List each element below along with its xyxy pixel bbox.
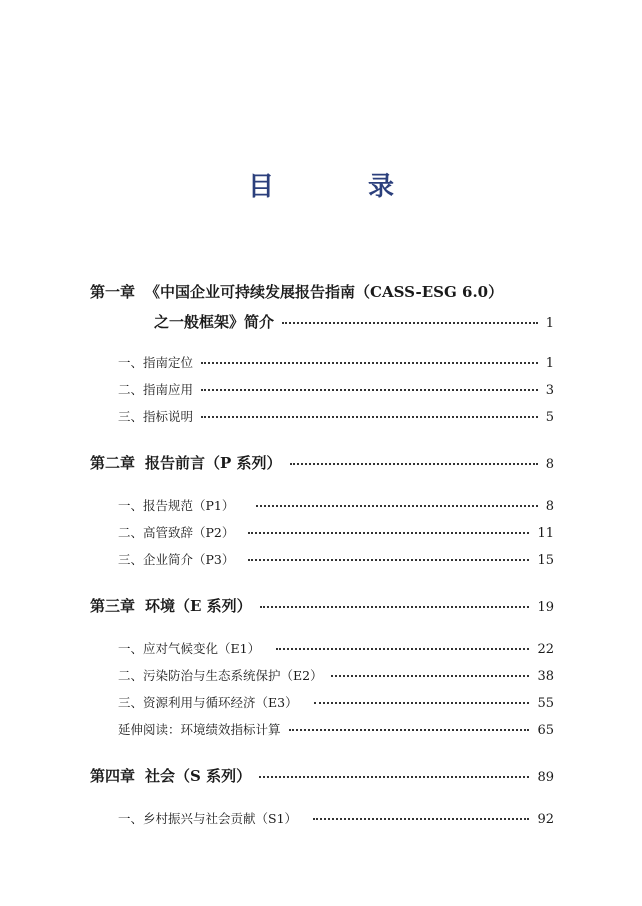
chapter-number: 第一章 [90, 283, 136, 301]
toc-section[interactable] [118, 720, 554, 738]
toc-section[interactable] [118, 407, 554, 425]
toc-section[interactable] [118, 550, 554, 568]
section-label: 一、指南定位 [118, 355, 194, 370]
page-number: 19 [537, 600, 554, 615]
section-label: 一、乡村振兴与社会贡献（S1） [118, 811, 298, 826]
dot-leader [248, 532, 529, 534]
toc-section[interactable] [118, 693, 554, 711]
dot-leader [260, 606, 530, 608]
toc-section[interactable] [118, 496, 554, 514]
toc-section[interactable] [118, 666, 554, 684]
section-label: 二、高管致辞（P2） [118, 525, 235, 540]
dot-leader [289, 729, 530, 731]
section-label: 一、应对气候变化（E1） [118, 641, 261, 656]
chapter-title-continued: 之一般框架》简介 [154, 313, 275, 331]
toc-section[interactable] [118, 809, 554, 827]
chapter-title: 《中国企业可持续发展报告指南（CASS-ESG 6.0） [145, 283, 504, 301]
section-label: 三、指标说明 [118, 409, 194, 424]
toc-chapter-4[interactable] [90, 765, 554, 786]
page-number: 92 [537, 812, 554, 827]
page-number: 65 [537, 723, 554, 738]
dot-leader [201, 416, 538, 418]
page-number: 5 [545, 410, 554, 425]
page-number: 8 [545, 499, 554, 514]
dot-leader [248, 559, 529, 561]
dot-leader [276, 648, 529, 650]
dot-leader [201, 362, 538, 364]
page-number: 22 [537, 642, 554, 657]
section-label: 延伸阅读：环境绩效指标计算 [118, 722, 281, 737]
dot-leader [313, 818, 529, 820]
page-title: 目 录 [247, 172, 428, 202]
page-number: 1 [545, 356, 554, 371]
dot-leader [259, 776, 529, 778]
section-label: 一、报告规范（P1） [118, 498, 235, 513]
section-label: 三、资源利用与循环经济（E3） [118, 695, 298, 710]
dot-leader [282, 322, 538, 324]
dot-leader [256, 505, 537, 507]
dot-leader [290, 463, 538, 465]
section-label: 三、企业简介（P3） [118, 552, 235, 567]
page-number: 55 [537, 696, 554, 711]
page-number: 8 [545, 457, 554, 472]
toc-section[interactable] [118, 523, 554, 541]
page-number: 89 [537, 770, 554, 785]
toc-chapter-2[interactable] [90, 452, 554, 473]
toc-chapter-1-line1[interactable] [90, 281, 503, 302]
toc-chapter-1-line2[interactable] [154, 311, 554, 332]
chapter-title: 社会（S 系列） [145, 767, 252, 785]
page-number: 38 [537, 669, 554, 684]
toc-section[interactable] [118, 353, 554, 371]
dot-leader [314, 702, 530, 704]
toc-section[interactable] [118, 639, 554, 657]
toc-section[interactable] [118, 380, 554, 398]
page-number: 1 [545, 316, 554, 331]
chapter-title: 报告前言（P 系列） [145, 454, 282, 472]
chapter-number: 第二章 [90, 454, 136, 472]
chapter-title: 环境（E 系列） [145, 597, 252, 615]
toc-chapter-3[interactable] [90, 595, 554, 616]
dot-leader [201, 389, 538, 391]
page-number: 11 [537, 526, 554, 541]
chapter-number: 第三章 [90, 597, 136, 615]
section-label: 二、污染防治与生态系统保护（E2） [118, 668, 323, 683]
chapter-number: 第四章 [90, 767, 136, 785]
page-number: 3 [545, 383, 554, 398]
page-number: 15 [537, 553, 554, 568]
dot-leader [331, 675, 530, 677]
section-label: 二、指南应用 [118, 382, 194, 397]
